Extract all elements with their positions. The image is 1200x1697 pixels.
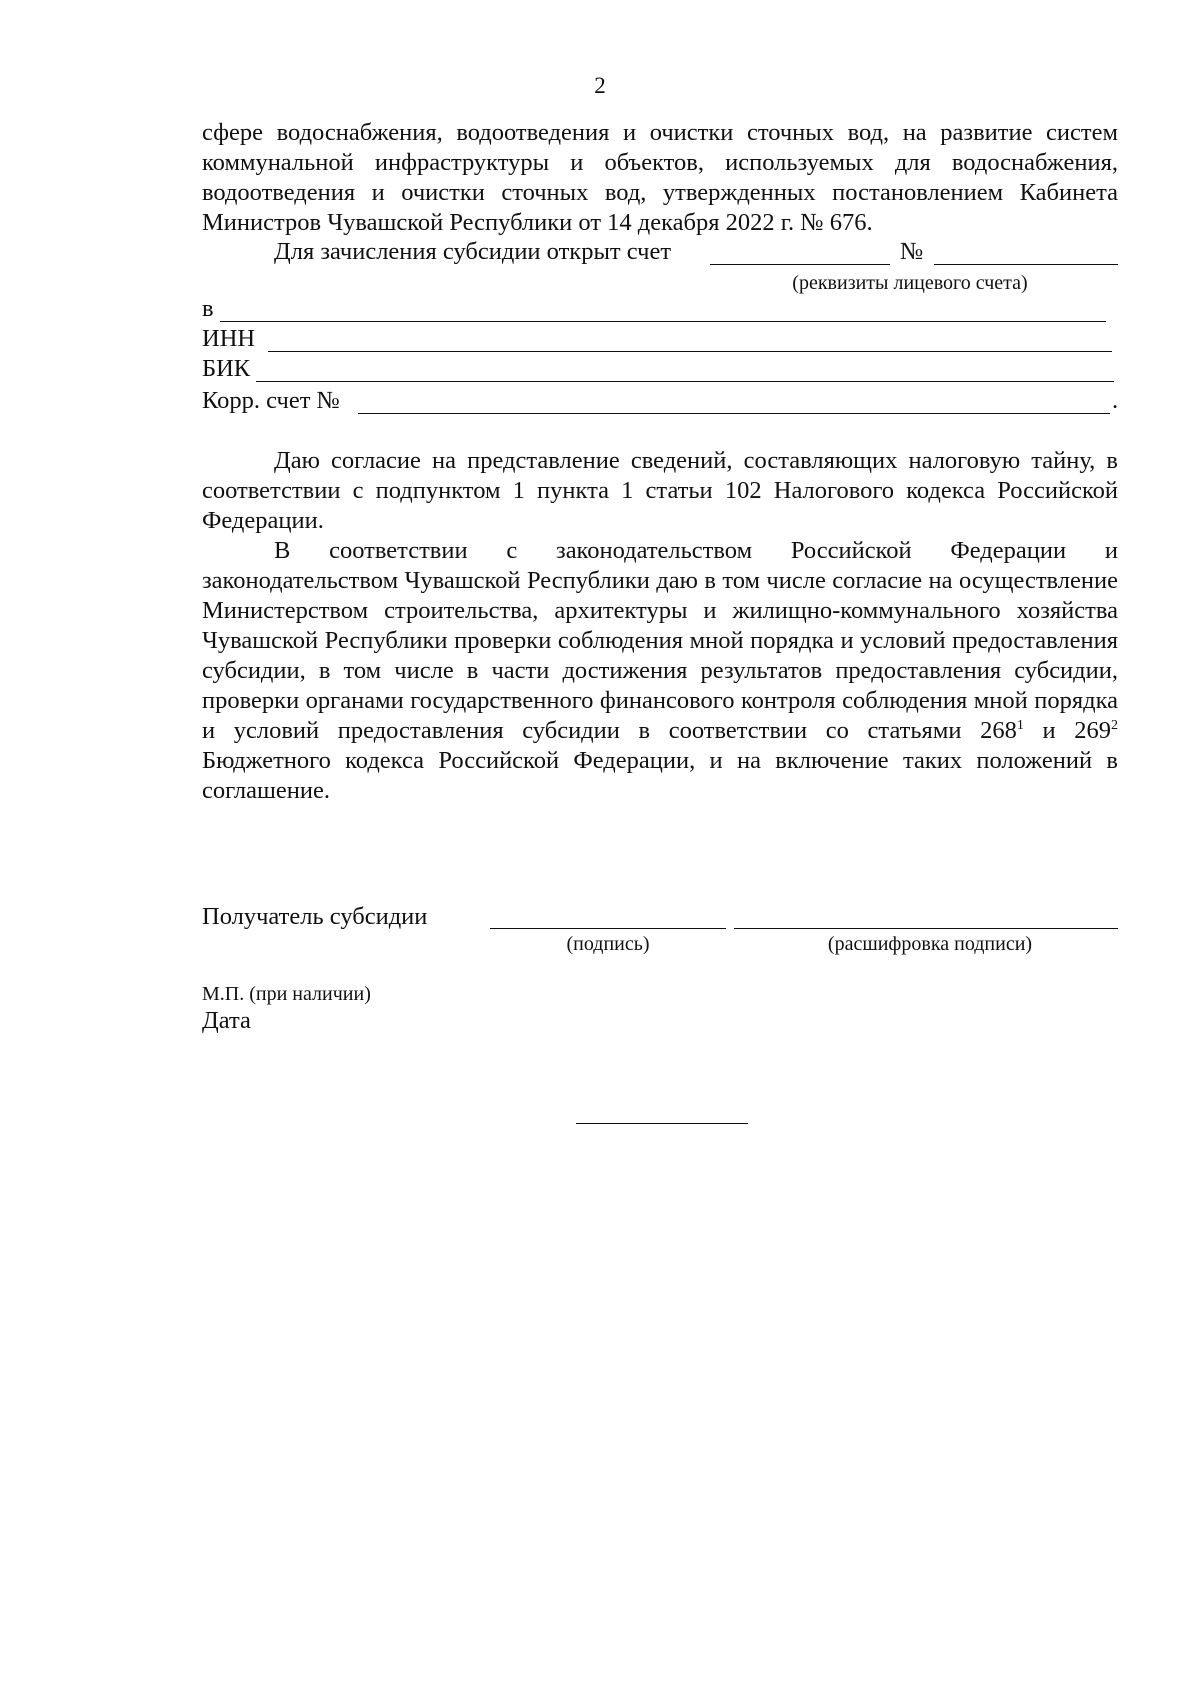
corr-account-field[interactable]: [358, 413, 1110, 414]
footnote-sup-1: 1: [1016, 718, 1024, 733]
consent-audit-part2: и 269: [1023, 717, 1111, 744]
signature-decoding-field[interactable]: [734, 928, 1118, 929]
bank-in-label: в: [202, 295, 214, 322]
date-label: Дата: [202, 1007, 251, 1034]
decoding-caption: (расшифровка подписи): [827, 933, 1033, 955]
corr-end-period: .: [1112, 387, 1119, 414]
signature-field[interactable]: [490, 928, 726, 929]
recipient-label: Получатель субсидии: [202, 903, 428, 930]
corr-account-label: Корр. счет №: [202, 387, 340, 414]
bik-field[interactable]: [256, 381, 1114, 382]
bank-name-field[interactable]: [220, 321, 1106, 322]
signature-caption: (подпись): [566, 933, 650, 955]
account-opened-label: Для зачисления субсидии открыт счет: [274, 238, 672, 265]
inn-field[interactable]: [268, 351, 1112, 352]
account-caption: (реквизиты лицевого счета): [792, 272, 1028, 294]
inn-label: ИНН: [202, 325, 256, 352]
consent-audit-paragraph: [202, 536, 1118, 806]
intro-paragraph: сфере водоснабжения, водоотведения и очистки сточных вод, на развитие систем коммунальной инфраструктуры и объектов, используемых для водоснабжения, водоотведения и очистки сточных вод, утвержденных постановлением Кабинета Министров Чувашской Республики от 14 декабря 2022 г. № 676.: [202, 119, 1118, 236]
stamp-label: М.П. (при наличии): [202, 983, 371, 1005]
consent-audit-part1: В соответствии с законодательством Российской Федерации и законодательством Чувашской Республики даю в том числе согласие на осуществление Министерством строительства, архитектуры и жилищно-коммунального хозяйства Чувашской Республики проверки соблюдения мной порядка и условий предоставления субсидии, в том числе в части достижения результатов предоставления субсидии, проверки органами государственного финансового контроля соблюдения мной порядка и условий предоставления субсидии в соответствии со статьями 268: [202, 537, 1118, 744]
end-separator-line: [576, 1123, 748, 1124]
consent-audit-part3: Бюджетного кодекса Российской Федерации, и на включение таких положений в соглашение.: [202, 747, 1118, 804]
number-sign: №: [900, 238, 924, 265]
bik-label: БИК: [202, 355, 251, 382]
account-number-field[interactable]: [710, 264, 890, 265]
page-number: 2: [594, 73, 606, 98]
consent-tax-paragraph: Даю согласие на представление сведений, составляющих налоговую тайну, в соответствии с подпунктом 1 пункта 1 статьи 102 Налогового кодекса Российской Федерации.: [202, 447, 1118, 534]
account-number-field-2[interactable]: [934, 264, 1118, 265]
footnote-sup-2: 2: [1111, 718, 1118, 733]
